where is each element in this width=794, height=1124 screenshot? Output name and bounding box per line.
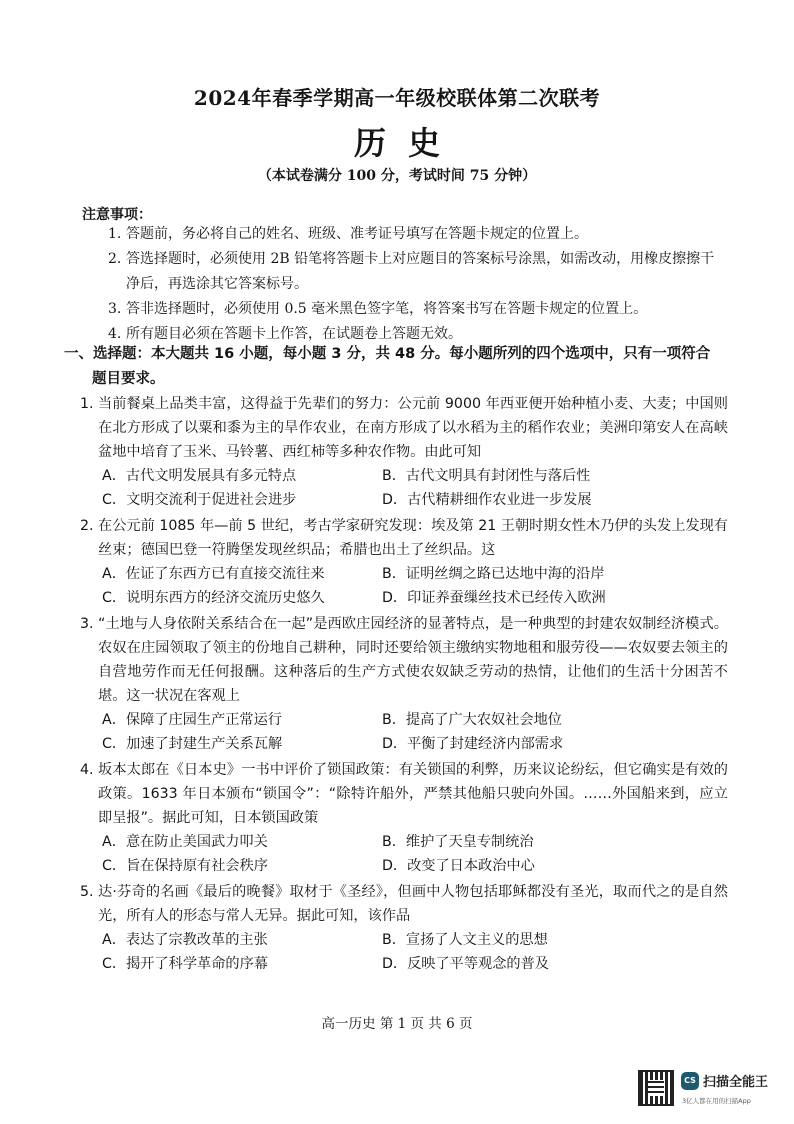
- qr-code-icon: [638, 1070, 674, 1106]
- notice-number: 4.: [108, 326, 122, 342]
- option-c: C．文明交流利于促进社会进步: [102, 492, 297, 508]
- question-stem: [80, 612, 728, 708]
- notice-item: [108, 247, 718, 297]
- page-footer: 高一历史 第 1 页 共 6 页: [321, 1016, 473, 1032]
- question-1: [80, 392, 728, 512]
- question-stem: [80, 392, 728, 464]
- subject-title: 历史: [353, 124, 462, 162]
- option-d: D．平衡了封建经济内部需求: [382, 736, 564, 752]
- notice-item: [108, 222, 718, 247]
- notice-number: 1.: [108, 226, 122, 242]
- app-slogan: 3亿人都在用的扫描App: [682, 1097, 751, 1105]
- option-a: A．意在防止美国武力叩关: [102, 834, 268, 850]
- notice-heading: 注意事项：: [82, 207, 152, 223]
- option-grid: [80, 464, 728, 512]
- notice-item: [108, 297, 718, 322]
- option-d: D．古代精耕细作农业进一步发展: [382, 492, 592, 508]
- notice-text: 答非选择题时，必须使用 0.5 毫米黑色签字笔，将答案书写在答题卡规定的位置上。: [126, 301, 648, 317]
- question-number: 4.: [80, 762, 94, 778]
- option-d: D．改变了日本政治中心: [382, 858, 535, 874]
- option-b: B．维护了天皇专制统治: [382, 834, 534, 850]
- question-list: [80, 392, 728, 978]
- cs-logo-icon: CS: [681, 1072, 699, 1090]
- option-c: C．加速了封建生产关系瓦解: [102, 736, 283, 752]
- option-d: D．反映了平等观念的普及: [382, 956, 549, 972]
- section-heading-line: 题目要求。: [92, 371, 165, 387]
- exam-title: 2024年春季学期高一年级校联体第二次联考: [193, 86, 601, 110]
- question-3: [80, 612, 728, 756]
- section-heading-line: 一、选择题：本大题共 16 小题，每小题 3 分，共 48 分。每小题所列的四个选项中，只有一项符合: [64, 346, 711, 362]
- option-c: C．揭开了科学革命的序幕: [102, 956, 268, 972]
- question-number: 3.: [80, 616, 94, 632]
- option-c: C．说明东西方的经济交流历史悠久: [102, 590, 325, 606]
- notice-number: 2.: [108, 251, 122, 267]
- question-stem: [80, 880, 728, 928]
- question-stem: [80, 514, 728, 562]
- question-text: 当前餐桌上品类丰富，这得益于先辈们的努力：公元前 9000 年西亚便开始种植小麦、大麦；中国则在北方形成了以粟和黍为主的旱作农业，在南方形成了以水稻为主的稻作农业；美洲印第安人在高峡盆地中培育了玉米、马铃薯、西红柿等多种农作物。由此可知: [98, 396, 728, 460]
- question-stem: [80, 758, 728, 830]
- option-grid: [80, 928, 728, 976]
- question-4: [80, 758, 728, 878]
- option-b: B．证明丝绸之路已达地中海的沿岸: [382, 566, 605, 582]
- section-heading: [64, 342, 724, 392]
- notice-text: 答选择题时，必须使用 2B 铅笔将答题卡上对应题目的答案标号涂黑，如需改动，用橡皮擦擦干净后，再选涂其它答案标号。: [126, 251, 715, 292]
- question-text: 坂本太郎在《日本史》一书中评价了锁国政策：有关锁国的利弊，历来议论纷纭，但它确实是有效的政策。1633 年日本颁布“锁国令”：“除特许船外，严禁其他船只驶向外国。……外国船来到，应立即呈报”。据此可知，日本锁国政策: [98, 762, 728, 826]
- notice-text: 答题前，务必将自己的姓名、班级、准考证号填写在答题卡规定的位置上。: [126, 226, 588, 242]
- question-5: [80, 880, 728, 976]
- question-number: 2.: [80, 518, 94, 534]
- scanner-watermark: [638, 1070, 788, 1112]
- option-grid: [80, 708, 728, 756]
- option-a: A．保障了庄园生产正常运行: [102, 712, 282, 728]
- notice-text: 所有题目必须在答题卡上作答，在试题卷上答题无效。: [126, 326, 462, 342]
- notice-number: 3.: [108, 301, 122, 317]
- option-b: B．提高了广大农奴社会地位: [382, 712, 562, 728]
- exam-info: （本试卷满分 100 分，考试时间 75 分钟）: [257, 168, 537, 184]
- option-grid: [80, 562, 728, 610]
- question-2: [80, 514, 728, 610]
- option-grid: [80, 830, 728, 878]
- question-number: 5.: [80, 884, 94, 900]
- option-b: B．古代文明具有封闭性与落后性: [382, 468, 591, 484]
- question-text: 达·芬奇的名画《最后的晚餐》取材于《圣经》，但画中人物包括耶稣都没有圣光，取而代之的是自然光，所有人的形态与常人无异。据此可知，该作品: [98, 884, 728, 924]
- option-c: C．旨在保持原有社会秩序: [102, 858, 268, 874]
- question-text: “土地与人身依附关系结合在一起”是西欧庄园经济的显著特点，是一种典型的封建农奴制经济模式。农奴在庄园领取了领主的份地自己耕种，同时还要给领主缴纳实物地租和服劳役——农奴要去领主的自营地劳作而无任何报酬。这种落后的生产方式使农奴缺乏劳动的热情，让他们的生活十分困苦不堪。这一状况在客观上: [98, 616, 728, 704]
- option-a: A．表达了宗教改革的主张: [102, 932, 268, 948]
- option-b: B．宣扬了人文主义的思想: [382, 932, 548, 948]
- notice-list: [108, 222, 718, 347]
- option-d: D．印证养蚕缫丝技术已经传入欧洲: [382, 590, 606, 606]
- question-number: 1.: [80, 396, 94, 412]
- option-a: A．佐证了东西方已有直接交流往来: [102, 566, 325, 582]
- question-text: 在公元前 1085 年—前 5 世纪，考古学家研究发现：埃及第 21 王朝时期女性木乃伊的头发上发现有丝束；德国巴登一符腾堡发现丝织品；希腊也出土了丝织品。这: [98, 518, 728, 558]
- app-name: 扫描全能王: [703, 1075, 769, 1090]
- option-a: A．古代文明发展具有多元特点: [102, 468, 297, 484]
